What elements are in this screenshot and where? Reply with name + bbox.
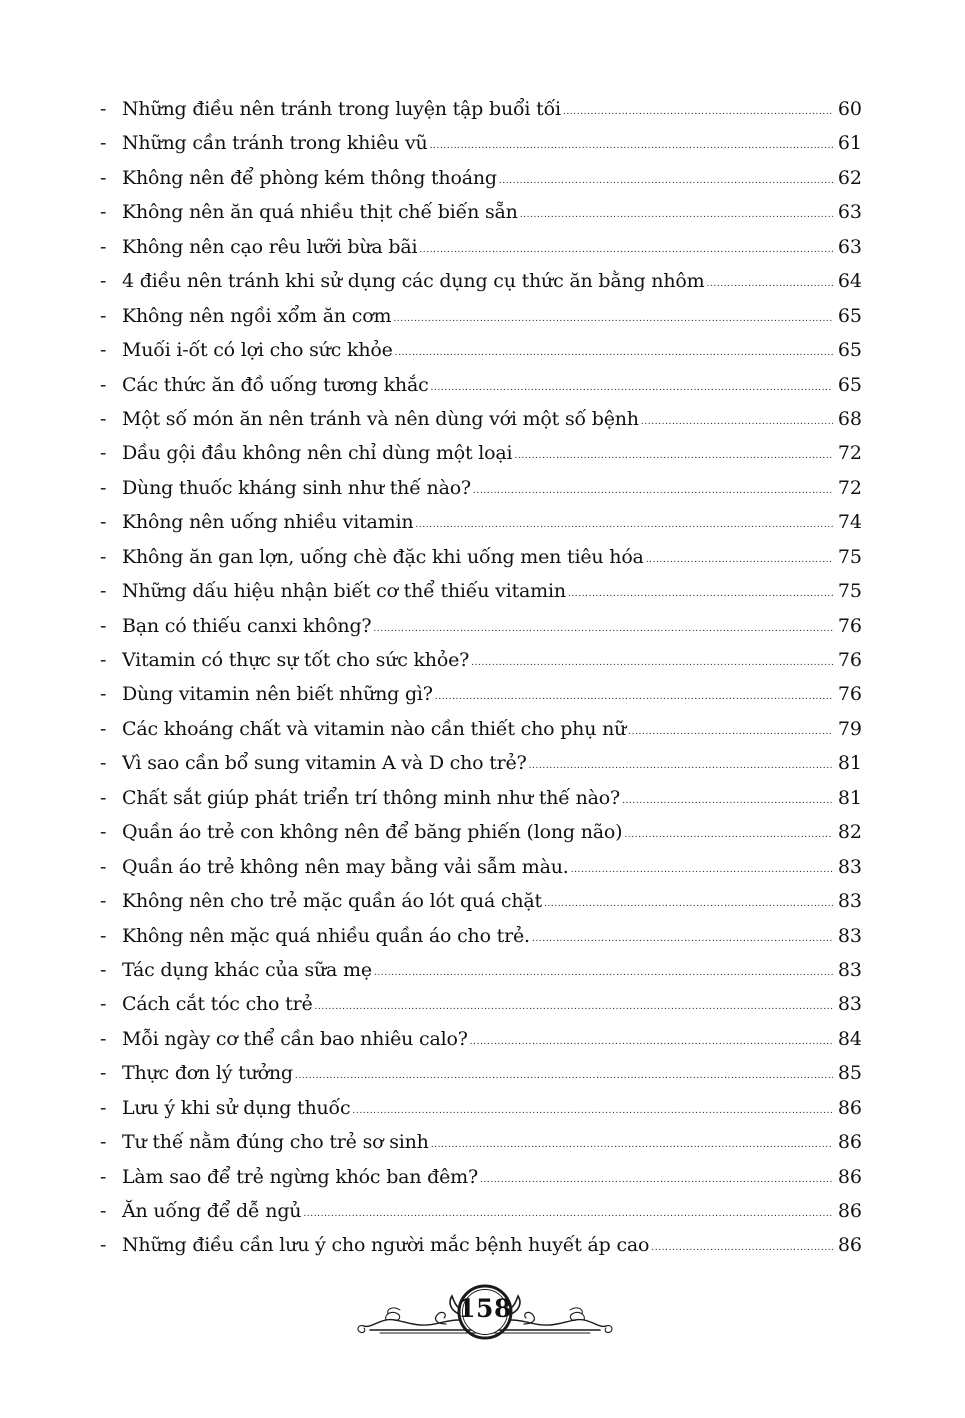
toc-entry-page-number: 86 (837, 1096, 862, 1119)
toc-entry-bullet: - (100, 132, 107, 155)
toc-entry-dot-leader (622, 784, 833, 818)
toc-entry[interactable] (100, 540, 862, 574)
toc-entry-title: Các khoáng chất và vitamin nào cần thiết cho phụ nữ (122, 717, 627, 740)
toc-entry-dot-leader (514, 439, 833, 473)
toc-entry-title: Dùng thuốc kháng sinh như thế nào? (122, 476, 471, 499)
toc-entry-title: Một số món ăn nên tránh và nên dùng với một số bệnh (122, 407, 639, 430)
toc-entry-bullet: - (100, 890, 107, 913)
toc-entry-dot-leader (471, 646, 833, 680)
toc-entry-dot-leader (624, 818, 833, 852)
toc-entry-page-number: 75 (837, 545, 862, 568)
toc-entry[interactable] (100, 471, 862, 505)
toc-entry-bullet: - (100, 166, 107, 189)
toc-entry[interactable] (100, 919, 862, 953)
toc-entry[interactable] (100, 368, 862, 402)
toc-entry-dot-leader (431, 371, 833, 405)
toc-entry-bullet: - (100, 1165, 107, 1188)
toc-entry-page-number: 64 (837, 270, 862, 293)
toc-entry-bullet: - (100, 339, 107, 362)
toc-entry[interactable] (100, 643, 862, 677)
toc-entry-bullet: - (100, 786, 107, 809)
toc-entry-page-number: 74 (837, 511, 862, 534)
toc-entry-dot-leader (641, 405, 833, 439)
toc-entry-title: 4 điều nên tránh khi sử dụng các dụng cụ thức ăn bằng nhôm (122, 270, 705, 293)
toc-entry[interactable] (100, 712, 862, 746)
toc-entry-title: Dầu gội đầu không nên chỉ dùng một loại (122, 442, 513, 465)
toc-entry-title: Những điều nên tránh trong luyện tập buổi tối (122, 98, 561, 120)
toc-entry-bullet: - (100, 958, 107, 981)
table-of-contents (100, 92, 862, 1263)
toc-entry[interactable] (100, 126, 862, 160)
toc-entry-dot-leader (352, 1094, 833, 1128)
toc-entry-dot-leader (374, 956, 833, 990)
toc-entry-title: Chất sắt giúp phát triển trí thông minh như thế nào? (122, 786, 621, 809)
toc-entry-page-number: 81 (837, 752, 862, 775)
toc-entry-page-number: 76 (837, 649, 862, 671)
toc-entry-bullet: - (100, 304, 107, 327)
page-footer (340, 1280, 630, 1350)
toc-entry[interactable] (100, 92, 862, 126)
toc-entry-page-number: 63 (837, 201, 862, 224)
toc-entry[interactable] (100, 1125, 862, 1159)
toc-entry-page-number: 81 (837, 786, 862, 809)
toc-entry[interactable] (100, 884, 862, 918)
toc-entry[interactable] (100, 264, 862, 298)
toc-entry-title: Làm sao để trẻ ngừng khóc ban đêm? (122, 1165, 478, 1188)
toc-entry-dot-leader (431, 1128, 833, 1162)
toc-entry-page-number: 72 (837, 442, 862, 465)
toc-entry-bullet: - (100, 442, 107, 465)
toc-entry[interactable] (100, 1160, 862, 1194)
toc-entry-page-number: 63 (837, 235, 862, 258)
toc-entry-dot-leader (480, 1163, 833, 1197)
toc-entry-bullet: - (100, 752, 107, 775)
toc-entry-dot-leader (395, 336, 833, 370)
toc-entry-dot-leader (295, 1059, 833, 1093)
toc-entry-page-number: 83 (837, 924, 862, 947)
toc-entry-bullet: - (100, 235, 107, 258)
toc-entry[interactable] (100, 505, 862, 539)
toc-entry-page-number: 79 (837, 717, 862, 740)
toc-entry-page-number: 86 (837, 1165, 862, 1188)
toc-entry-title: Dùng vitamin nên biết những gì? (122, 683, 433, 706)
toc-entry-title: Quần áo trẻ con không nên để băng phiến (long não) (122, 821, 623, 844)
toc-entry[interactable] (100, 850, 862, 884)
toc-entry-bullet: - (100, 855, 107, 878)
toc-entry-dot-leader (419, 233, 833, 267)
toc-entry[interactable] (100, 953, 862, 987)
toc-entry-bullet: - (100, 1131, 107, 1154)
toc-entry[interactable] (100, 436, 862, 470)
toc-entry[interactable] (100, 609, 862, 643)
toc-entry-dot-leader (532, 922, 833, 956)
toc-entry-bullet: - (100, 270, 107, 293)
toc-entry[interactable] (100, 333, 862, 367)
toc-entry-dot-leader (393, 302, 833, 336)
toc-entry-title: Không ăn gan lợn, uống chè đặc khi uống men tiêu hóa (122, 545, 644, 568)
toc-entry-title: Không nên ngồi xổm ăn cơm (122, 304, 392, 327)
toc-entry-bullet: - (100, 373, 107, 396)
toc-entry-dot-leader (646, 543, 833, 577)
toc-entry-title: Không nên mặc quá nhiều quần áo cho trẻ. (122, 924, 530, 947)
toc-entry-title: Các thức ăn đồ uống tương khắc (122, 373, 429, 396)
toc-entry[interactable] (100, 161, 862, 195)
toc-entry-bullet: - (100, 407, 107, 430)
toc-entry-dot-leader (499, 164, 833, 198)
toc-entry-dot-leader (544, 887, 833, 921)
toc-entry-bullet: - (100, 649, 107, 671)
toc-entry-title: Vitamin có thực sự tốt cho sức khỏe? (122, 649, 470, 671)
toc-entry-page-number: 65 (837, 373, 862, 396)
toc-entry-title: Những dấu hiệu nhận biết cơ thể thiếu vitamin (122, 580, 566, 603)
toc-entry-page-number: 76 (837, 683, 862, 706)
toc-entry-bullet: - (100, 683, 107, 706)
toc-entry-page-number: 82 (837, 821, 862, 844)
toc-entry[interactable] (100, 746, 862, 780)
toc-entry-title: Thực đơn lý tưởng (122, 1062, 293, 1085)
toc-entry-bullet: - (100, 201, 107, 224)
toc-entry[interactable] (100, 402, 862, 436)
toc-entry-dot-leader (571, 853, 833, 887)
toc-entry-page-number: 72 (837, 476, 862, 499)
toc-entry-title: Tác dụng khác của sữa mẹ (122, 958, 372, 981)
toc-entry-page-number: 60 (837, 98, 862, 120)
toc-entry-dot-leader (529, 749, 833, 783)
toc-entry-page-number: 61 (837, 132, 862, 155)
toc-entry-list (100, 92, 862, 1263)
toc-entry-bullet: - (100, 476, 107, 499)
toc-entry-title: Không nên uống nhiều vitamin (122, 511, 414, 534)
toc-entry-title: Vì sao cần bổ sung vitamin A và D cho trẻ? (122, 752, 527, 775)
toc-entry-bullet: - (100, 1062, 107, 1085)
toc-entry-bullet: - (100, 98, 107, 120)
toc-entry-dot-leader (435, 680, 833, 714)
toc-entry-page-number: 68 (837, 407, 862, 430)
toc-entry-page-number: 65 (837, 339, 862, 362)
toc-entry-page-number: 75 (837, 580, 862, 603)
toc-entry-title: Cách cắt tóc cho trẻ (122, 993, 313, 1016)
toc-entry-page-number: 65 (837, 304, 862, 327)
toc-entry-dot-leader (628, 715, 833, 749)
toc-entry-bullet: - (100, 1027, 107, 1050)
toc-entry[interactable] (100, 815, 862, 849)
toc-entry-page-number: 83 (837, 890, 862, 913)
toc-entry-dot-leader (568, 577, 833, 611)
toc-entry-dot-leader (470, 1025, 833, 1059)
toc-entry-page-number: 86 (837, 1200, 862, 1222)
toc-entry-bullet: - (100, 1234, 107, 1257)
page-number: 158 (458, 1294, 512, 1323)
toc-entry-bullet: - (100, 993, 107, 1016)
toc-entry[interactable] (100, 1056, 862, 1090)
toc-entry-title: Tư thế nằm đúng cho trẻ sơ sinh (122, 1131, 429, 1154)
toc-entry[interactable] (100, 677, 862, 711)
toc-entry-page-number: 83 (837, 958, 862, 981)
toc-entry-bullet: - (100, 545, 107, 568)
toc-entry-page-number: 83 (837, 993, 862, 1016)
toc-entry-bullet: - (100, 511, 107, 534)
toc-entry-page-number: 86 (837, 1234, 862, 1257)
toc-entry[interactable] (100, 574, 862, 608)
toc-entry-page-number: 85 (837, 1062, 862, 1085)
toc-entry-title: Muối i-ốt có lợi cho sức khỏe (122, 339, 393, 362)
toc-entry[interactable] (100, 1091, 862, 1125)
toc-entry[interactable] (100, 1228, 862, 1262)
toc-entry-page-number: 84 (837, 1027, 862, 1050)
toc-entry-page-number: 76 (837, 614, 862, 637)
toc-entry-page-number: 83 (837, 855, 862, 878)
toc-entry-dot-leader (520, 198, 833, 232)
toc-entry-bullet: - (100, 717, 107, 740)
toc-entry-dot-leader (315, 990, 834, 1024)
toc-entry-title: Quần áo trẻ không nên may bằng vải sẫm màu. (122, 855, 569, 878)
toc-entry[interactable] (100, 1194, 862, 1228)
toc-entry-title: Không nên cạo rêu lưỡi bừa bãi (122, 235, 418, 258)
toc-entry-title: Không nên ăn quá nhiều thịt chế biến sẵn (122, 201, 518, 224)
toc-entry-dot-leader (373, 612, 833, 646)
toc-entry-bullet: - (100, 580, 107, 603)
toc-entry[interactable] (100, 781, 862, 815)
toc-entry[interactable] (100, 987, 862, 1021)
toc-entry-title: Ăn uống để dễ ngủ (122, 1200, 302, 1222)
toc-entry-title: Không nên cho trẻ mặc quần áo lót quá chặt (122, 890, 542, 913)
toc-entry[interactable] (100, 1022, 862, 1056)
toc-entry-bullet: - (100, 614, 107, 637)
toc-entry[interactable] (100, 195, 862, 229)
toc-entry[interactable] (100, 230, 862, 264)
toc-entry-bullet: - (100, 1096, 107, 1119)
toc-entry-dot-leader (706, 267, 833, 301)
toc-entry-dot-leader (303, 1197, 833, 1231)
toc-entry-dot-leader (415, 508, 833, 542)
toc-entry-title: Mỗi ngày cơ thể cần bao nhiêu calo? (122, 1027, 468, 1050)
toc-entry-title: Lưu ý khi sử dụng thuốc (122, 1096, 351, 1119)
toc-entry-dot-leader (651, 1231, 833, 1265)
toc-entry-title: Bạn có thiếu canxi không? (122, 614, 372, 637)
toc-entry-bullet: - (100, 821, 107, 844)
toc-entry-dot-leader (563, 95, 833, 129)
toc-entry-page-number: 86 (837, 1131, 862, 1154)
toc-entry-dot-leader (430, 129, 833, 163)
toc-entry-title: Những điều cần lưu ý cho người mắc bệnh huyết áp cao (122, 1234, 650, 1257)
toc-entry-page-number: 62 (837, 166, 862, 189)
toc-entry-dot-leader (473, 474, 833, 508)
toc-entry-title: Không nên để phòng kém thông thoáng (122, 166, 497, 189)
toc-entry[interactable] (100, 299, 862, 333)
toc-entry-bullet: - (100, 1200, 107, 1222)
toc-entry-title: Những cần tránh trong khiêu vũ (122, 132, 428, 155)
toc-entry-bullet: - (100, 924, 107, 947)
